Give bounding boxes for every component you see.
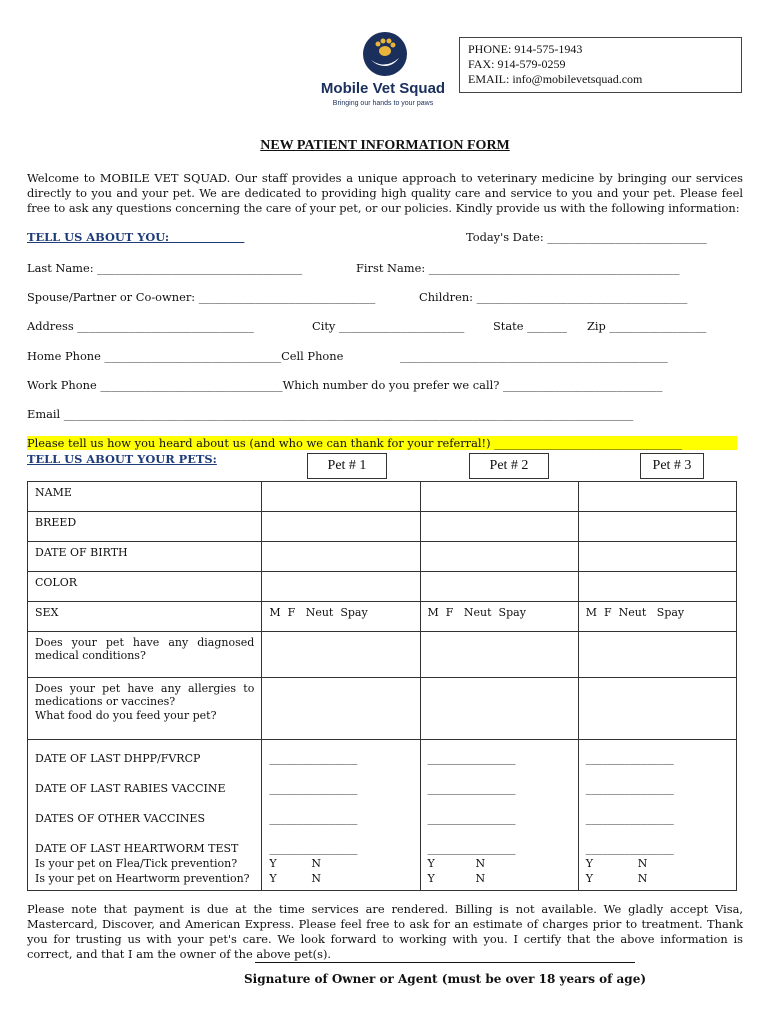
pet-2-header: Pet # 2	[469, 453, 549, 479]
pet-1-rabies-blank[interactable]: ________________	[269, 782, 358, 795]
state-field[interactable]: State _______	[493, 319, 567, 333]
pet-2-other-blank[interactable]: ________________	[427, 812, 516, 825]
pet-2-vaccine-cell[interactable]	[420, 740, 578, 891]
logo-tagline: Bringing our hands to your paws	[332, 100, 434, 107]
pet-1-allergies-cell[interactable]	[262, 678, 420, 740]
yes-option[interactable]: Y	[427, 872, 435, 885]
table-row	[28, 602, 737, 632]
pet-3-dhpp-blank[interactable]: ________________	[585, 752, 674, 765]
yes-option[interactable]: Y	[585, 872, 594, 885]
pet-2-name-cell[interactable]	[420, 482, 578, 512]
cell-phone-field[interactable]: _______________________________________________	[400, 349, 668, 363]
table-row	[28, 542, 737, 572]
yes-option[interactable]: Y	[585, 857, 594, 870]
no-option[interactable]: N	[311, 872, 321, 885]
about-you-heading: TELL US ABOUT YOU:	[27, 230, 170, 244]
row-label-heartworm-test: DATE OF LAST HEARTWORM TEST	[35, 842, 239, 855]
pet-2-conditions-cell[interactable]	[420, 632, 578, 678]
fax-text: FAX: 914-579-0259	[468, 57, 566, 71]
no-option[interactable]: N	[311, 857, 321, 870]
last-name-field[interactable]: Last Name: ____________________________________	[27, 261, 303, 275]
pet-3-color-cell[interactable]	[578, 572, 736, 602]
pet-1-flea-yn[interactable]	[269, 857, 412, 871]
home-phone-field[interactable]: Home Phone _______________________________Cell Phone	[27, 349, 344, 363]
yes-option[interactable]: Y	[269, 857, 277, 870]
row-label-heartworm-prev: Is your pet on Heartworm prevention?	[35, 872, 250, 885]
row-label-breed: BREED	[28, 512, 262, 542]
todays-date-field[interactable]: Today's Date: ____________________________	[466, 230, 707, 244]
pet-2-flea-yn[interactable]	[428, 857, 571, 871]
yes-option[interactable]: Y	[427, 857, 435, 870]
payment-paragraph: Please note that payment is due at the time services are rendered. Billing is not available. We gladly accept Visa, Mastercard, Discover, and American Express. Please feel free to ask for an estimate of charges prior to treatment. Thank you for trusting us with your pet's care. We look forward to working with you. I certify that the above information is correct, and that I am the owner of the above pet(s).	[27, 902, 743, 961]
table-row	[28, 740, 737, 891]
table-row	[28, 572, 737, 602]
no-option[interactable]: N	[475, 857, 486, 870]
pet-2-sex-cell[interactable]: M F Neut Spay	[420, 602, 578, 632]
pet-3-name-cell[interactable]	[578, 482, 736, 512]
referral-field[interactable]: Please tell us how you heard about us (and who we can thank for your referral!) _________________________________	[27, 436, 737, 450]
pet-1-color-cell[interactable]	[262, 572, 420, 602]
row-label-flea-tick: Is your pet on Flea/Tick prevention?	[35, 857, 238, 870]
first-name-field[interactable]: First Name: ____________________________________________	[356, 261, 680, 275]
table-row	[28, 632, 737, 678]
pet-2-color-cell[interactable]	[420, 572, 578, 602]
pet-1-dhpp-blank[interactable]: ________________	[269, 752, 358, 765]
pet-2-allergies-cell[interactable]	[420, 678, 578, 740]
signature-label: Signature of Owner or Agent (must be over 18 years of age)	[243, 972, 647, 986]
city-field[interactable]: City ______________________	[312, 319, 465, 333]
signature-line[interactable]	[255, 962, 635, 963]
row-label-color: COLOR	[28, 572, 262, 602]
pet-2-dob-cell[interactable]	[420, 542, 578, 572]
pet-1-conditions-cell[interactable]	[262, 632, 420, 678]
address-field[interactable]: Address _______________________________	[27, 319, 254, 333]
email-field[interactable]: Email ____________________________________________________________________________________________________	[27, 407, 634, 421]
pet-1-name-cell[interactable]	[262, 482, 420, 512]
pet-1-breed-cell[interactable]	[262, 512, 420, 542]
pet-1-heartworm-blank[interactable]: ________________	[269, 842, 358, 855]
contact-box	[459, 37, 742, 93]
yes-option[interactable]: Y	[269, 872, 277, 885]
table-row	[28, 482, 737, 512]
spouse-field[interactable]: Spouse/Partner or Co-owner: _______________________________	[27, 290, 376, 304]
pet-1-header: Pet # 1	[307, 453, 387, 479]
email-text: EMAIL: info@mobilevetsquad.com	[468, 72, 643, 86]
pet-3-conditions-cell[interactable]	[578, 632, 736, 678]
logo-brand: Mobile Vet Squad	[320, 80, 446, 97]
pet-1-heartworm-yn[interactable]	[269, 872, 412, 886]
paw-hand-icon	[363, 32, 407, 76]
pet-3-breed-cell[interactable]	[578, 512, 736, 542]
row-label-sex: SEX	[28, 602, 262, 632]
pet-table	[27, 481, 737, 891]
row-label-conditions: Does your pet have any diagnosed medical conditions?	[28, 632, 262, 678]
pet-1-other-blank[interactable]: ________________	[269, 812, 358, 825]
row-label-dob: DATE OF BIRTH	[28, 542, 262, 572]
pet-3-vaccine-cell[interactable]	[578, 740, 736, 891]
pet-3-rabies-blank[interactable]: ________________	[585, 782, 674, 795]
row-label-food: What food do you feed your pet?	[35, 709, 217, 722]
form-title: NEW PATIENT INFORMATION FORM	[260, 138, 510, 153]
pet-2-dhpp-blank[interactable]: ________________	[427, 752, 516, 765]
pet-2-rabies-blank[interactable]: ________________	[427, 782, 516, 795]
row-label-vaccines	[28, 740, 262, 891]
table-row	[28, 678, 737, 740]
row-label-dhpp: DATE OF LAST DHPP/FVRCP	[35, 752, 201, 765]
phone-text: PHONE: 914-575-1943	[468, 42, 583, 56]
no-option[interactable]: N	[475, 872, 486, 885]
pet-3-other-blank[interactable]: ________________	[585, 812, 674, 825]
pet-1-dob-cell[interactable]	[262, 542, 420, 572]
pet-3-allergies-cell[interactable]	[578, 678, 736, 740]
zip-field[interactable]: Zip _________________	[587, 319, 707, 333]
row-label-other-vaccines: DATES OF OTHER VACCINES	[35, 812, 205, 825]
work-phone-field[interactable]: Work Phone ________________________________Which number do you prefer we call? ____________________________	[27, 378, 663, 392]
pet-2-breed-cell[interactable]	[420, 512, 578, 542]
children-field[interactable]: Children: _____________________________________	[419, 290, 688, 304]
pet-3-sex-cell[interactable]: M F Neut Spay	[578, 602, 736, 632]
no-option[interactable]: N	[637, 857, 648, 870]
pet-3-heartworm-yn[interactable]	[586, 872, 729, 886]
pet-3-heartworm-blank[interactable]: ________________	[585, 842, 674, 855]
pet-2-heartworm-yn[interactable]	[428, 872, 571, 886]
row-label-allergies-food	[28, 678, 262, 740]
row-label-name: NAME	[28, 482, 262, 512]
row-label-rabies: DATE OF LAST RABIES VACCINE	[35, 782, 226, 795]
pet-3-flea-yn[interactable]	[586, 857, 729, 871]
intro-paragraph: Welcome to MOBILE VET SQUAD. Our staff provides a unique approach to veterinary medicine by bringing our services directly to you and your pet. We are dedicated to providing high quality care and service to you and your pet. Please feel free to ask any questions concerning the care of your pet, or our policies. Kindly provide us with the following information:	[27, 171, 743, 215]
pets-heading: TELL US ABOUT YOUR PETS:	[27, 452, 217, 466]
logo	[318, 30, 448, 116]
table-row	[28, 512, 737, 542]
pet-1-vaccine-cell[interactable]	[262, 740, 420, 891]
no-option[interactable]: N	[637, 872, 648, 885]
pet-3-header: Pet # 3	[640, 453, 704, 479]
pet-1-sex-cell[interactable]: M F Neut Spay	[262, 602, 420, 632]
pet-3-dob-cell[interactable]	[578, 542, 736, 572]
pet-2-heartworm-blank[interactable]: ________________	[427, 842, 516, 855]
row-label-allergies: Does your pet have any allergies to medications or vaccines?	[35, 682, 255, 708]
